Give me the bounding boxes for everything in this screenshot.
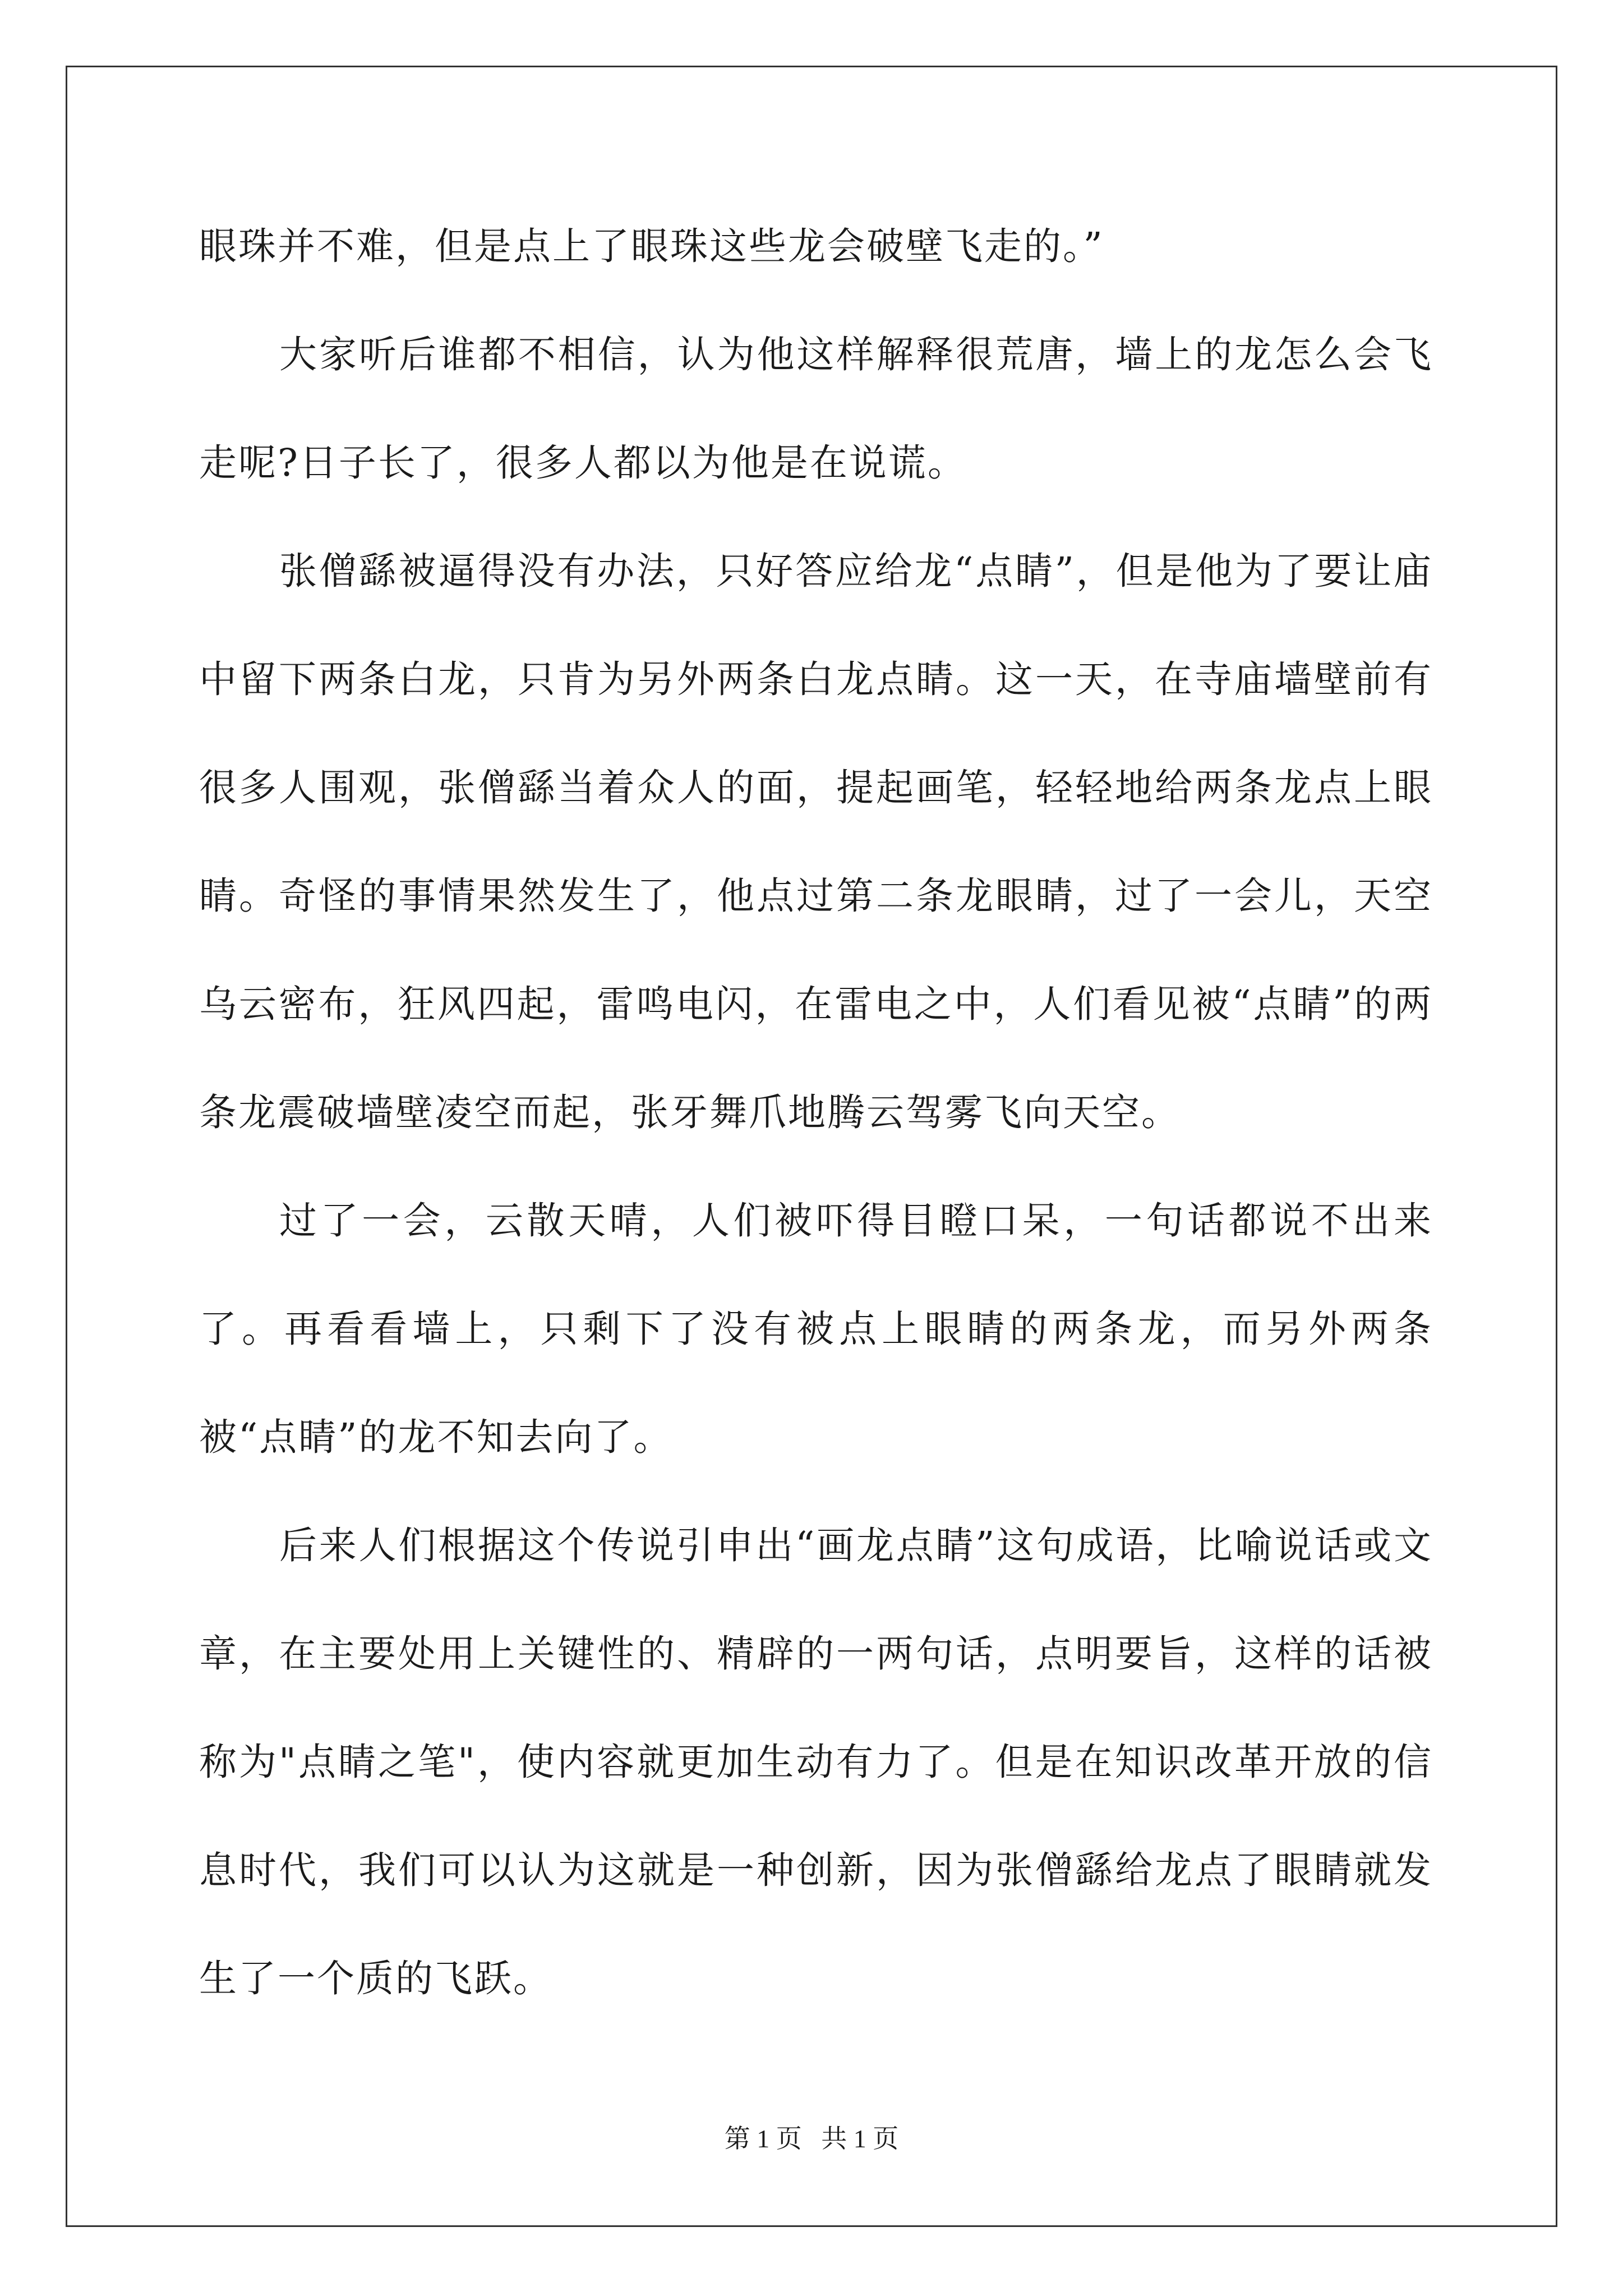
paragraph: 后来人们根据这个传说引申出“画龙点睛”这句成语，比喻说话或文章，在主要处用上关键性的、精辟的一两句话，点明要旨，这样的话被称为"点睛之笔"，使内容就更加生动有力了。但是在知识改革开放的信息时代，我们可以认为这就是一种创新，因为张僧繇给龙点了眼睛就发生了一个质的飞跃。 (199, 1524, 1433, 2000)
page-number-footer: 第 1 页 共 1 页 (724, 2124, 899, 2153)
paragraph: 过了一会，云散天晴，人们被吓得目瞪口呆，一句话都说不出来了。再看看墙上，只剩下了没有被点上眼睛的两条龙，而另外两条被“点睛”的龙不知去向了。 (199, 1199, 1433, 1459)
paragraph: 大家听后谁都不相信，认为他这样解释很荒唐，墙上的龙怎么会飞走呢?日子长了，很多人都以为他是在说谎。 (199, 333, 1433, 485)
paragraph-continuation: 眼珠并不难，但是点上了眼珠这些龙会破壁飞走的。” (199, 224, 1104, 268)
paragraph: 张僧繇被逼得没有办法，只好答应给龙“点睛”，但是他为了要让庙中留下两条白龙，只肯为另外两条白龙点睛。这一天，在寺庙墙壁前有很多人围观，张僧繇当着众人的面，提起画笔，轻轻地给两条龙点上眼睛。奇怪的事情果然发生了，他点过第二条龙眼睛，过了一会儿，天空乌云密布，狂风四起，雷鸣电闪，在雷电之中，人们看见被“点睛”的两条龙震破墙壁凌空而起，张牙舞爪地腾云驾雾飞向天空。 (199, 549, 1433, 1134)
document-body (199, 192, 1433, 2033)
